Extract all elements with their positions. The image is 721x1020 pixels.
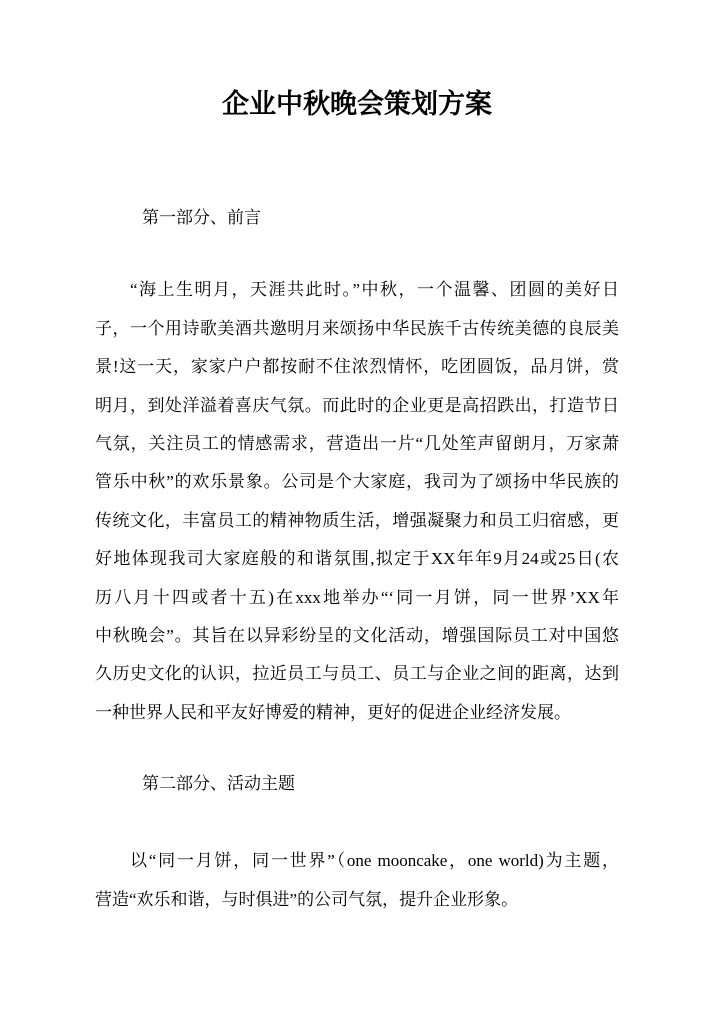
paragraph-line: 历八月十四或者十五)在xxx地举办“‘同一月饼，同一世界’XX年 bbox=[95, 587, 619, 607]
paragraph-line: 一种世界人民和平友好博爱的精神，更好的促进企业经济发展。 bbox=[95, 702, 571, 722]
paragraph-line: 好地体现我司大家庭般的和谐氛围,拟定于XX年年9月24或25日(农 bbox=[95, 549, 619, 569]
paragraph-line: 营造“欢乐和谐，与时俱进”的公司气氛，提升企业形象。 bbox=[95, 889, 519, 909]
paragraph-line: 气氛，关注员工的情感需求，营造出一片“几处笙声留朗月，万家萧 bbox=[95, 433, 619, 453]
paragraph-line: 明月，到处洋溢着喜庆气氛。而此时的企业更是高招跌出，打造节日 bbox=[95, 395, 619, 415]
document-title: 企业中秋晚会策划方案 bbox=[222, 89, 492, 119]
section-1-paragraph bbox=[95, 271, 619, 732]
section-1-heading: 第一部分、前言 bbox=[142, 208, 261, 227]
paragraph-line: 景!这一天，家家户户都按耐不住浓烈情怀，吃团圆饭，品月饼，赏 bbox=[95, 357, 619, 377]
paragraph-line: 中秋晚会”。其旨在以异彩纷呈的文化活动，增强国际员工对中国悠 bbox=[95, 625, 619, 645]
section-2-heading: 第二部分、活动主题 bbox=[142, 774, 295, 794]
paragraph-line: 以“同一月饼，同一世界”（one mooncake，one world)为主题， bbox=[130, 851, 619, 871]
paragraph-line: 管乐中秋”的欢乐景象。公司是个大家庭，我司为了颂扬中华民族的 bbox=[95, 472, 619, 492]
paragraph-line: 传统文化，丰富员工的精神物质生活，增强凝聚力和员工归宿感，更 bbox=[95, 510, 619, 530]
paragraph-line: “海上生明月，天涯共此时。”中秋，一个温馨、团圆的美好日 bbox=[130, 280, 619, 300]
paragraph-line: 子，一个用诗歌美酒共邀明月来颂扬中华民族千古传统美德的良辰美 bbox=[95, 318, 619, 338]
section-2-paragraph bbox=[95, 842, 619, 919]
paragraph-line: 久历史文化的认识，拉近员工与员工、员工与企业之间的距离，达到 bbox=[95, 664, 619, 684]
